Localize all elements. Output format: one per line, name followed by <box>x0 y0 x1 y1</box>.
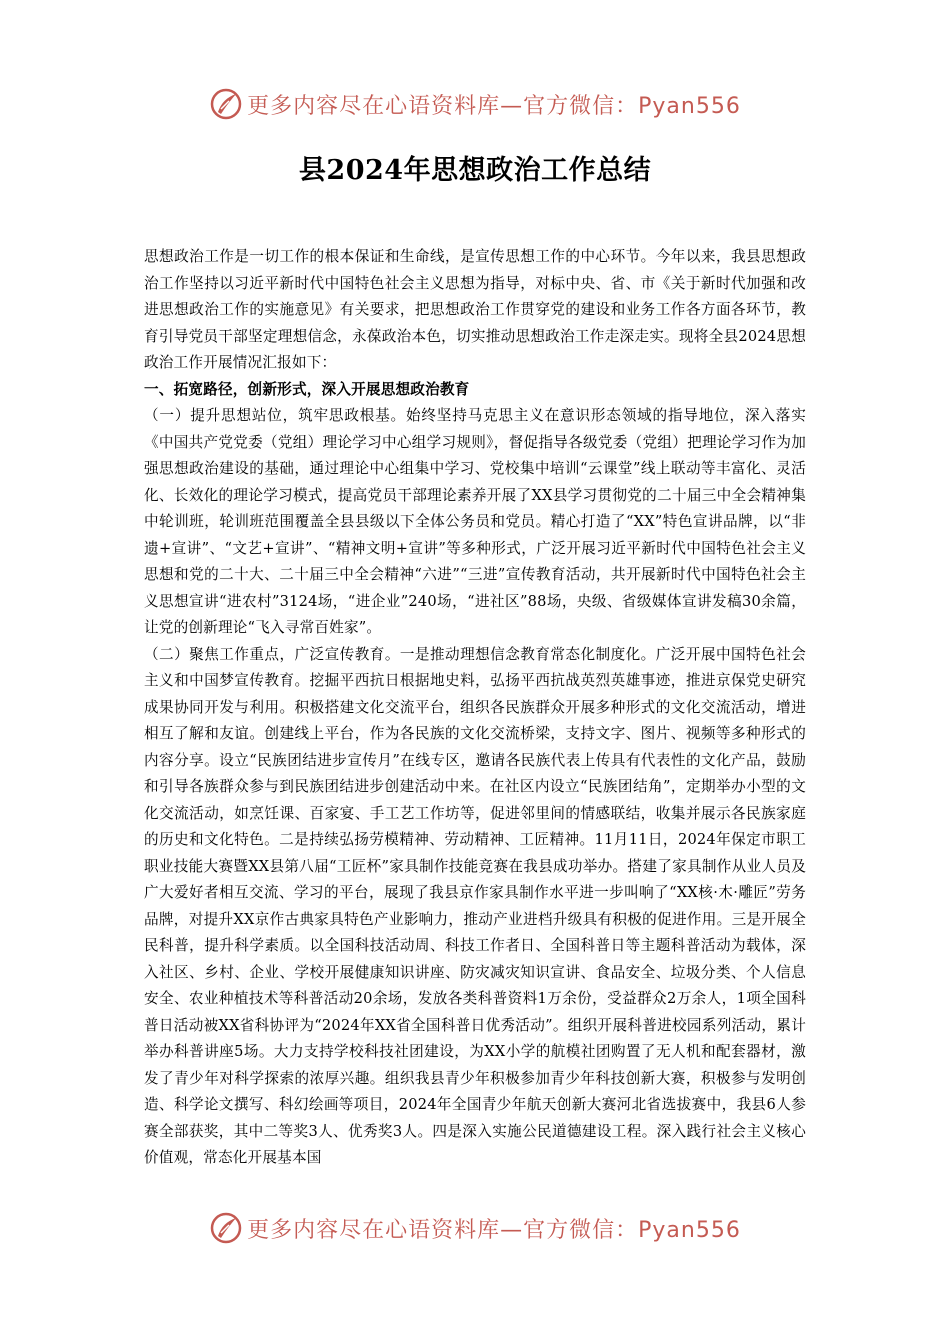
paragraph-2: （二）聚焦工作重点，广泛宣传教育。一是推动理想信念教育常态化制度化。广泛开展中国特色社会主义和中国梦宣传教育。挖掘平西抗日根据地史料，弘扬平西抗战英烈英雄事迹，推进京保党史研究成果协同开发与利用。积极搭建文化交流平台，组织各民族群众开展多种形式的文化交流活动，增进相互了解和友谊。创建线上平台，作为各民族的文化交流桥梁，支持文字、图片、视频等多种形式的内容分享。设立“民族团结进步宣传月”在线专区，邀请各民族代表上传具有代表性的文化产品，鼓励和引导各族群众参与到民族团结进步创建活动中来。在社区内设立“民族团结角”，定期举办小型的文化交流活动，如烹饪课、百家宴、手工艺工作坊等，促进邻里间的情感联结，收集并展示各民族家庭的历史和文化特色。二是持续弘扬劳模精神、劳动精神、工匠精神。11月11日，2024年保定市职工职业技能大赛暨XX县第八届“工匠杯”家具制作技能竞赛在我县成功举办。搭建了家具制作从业人员及广大爱好者相互交流、学习的平台，展现了我县京作家具制作水平进一步叫响了“XX核·木·雕匠”劳务品牌，对提升XX京作古典家具特色产业影响力，推动产业进档升级具有积极的促进作用。三是开展全民科普，提升科学素质。以全国科技活动周、科技工作者日、全国科普日等主题科普活动为载体，深入社区、乡村、企业、学校开展健康知识讲座、防灾减灾知识宣讲、食品安全、垃圾分类、个人信息安全、农业种植技术等科普活动20余场，发放各类科普资料1万余份，受益群众2万余人，1项全国科普日活动被XX省科协评为“2024年XX省全国科普日优秀活动”。组织开展科普进校园系列活动，累计举办科普讲座5场。大力支持学校科技社团建设，为XX小学的航模社团购置了无人机和配套器材，激发了青少年对科学探索的浓厚兴趣。组织我县青少年积极参加青少年科技创新大赛，积极参与发明创造、科学论文撰写、科幻绘画等项目，2024年全国青少年航天创新大赛河北省选拔赛中，我县6人参赛全部获奖，其中二等奖3人、优秀奖3人。四是深入实施公民道德建设工程。深入践行社会主义核心价值观，常态化开展基本国 <box>144 645 806 1166</box>
header-watermark-banner <box>0 82 950 126</box>
watermark-text: 更多内容尽在心语资料库—官方微信：Pyan556 <box>247 93 741 119</box>
section-heading: 一、拓宽路径，创新形式，深入开展思想政治教育 <box>144 380 470 398</box>
document-title: 县2024年思想政治工作总结 <box>298 155 652 186</box>
footer-watermark-banner <box>0 1206 950 1250</box>
paragraph-1: （一）提升思想站位，筑牢思政根基。始终坚持马克思主义在意识形态领域的指导地位，深入落实《中国共产党党委（党组）理论学习中心组学习规则》，督促指导各级党委（党组）把理论学习作为加强思想政治建设的基础，通过理论中心组集中学习、党校集中培训“云课堂”线上联动等丰富化、灵活化、长效化的理论学习模式，提高党员干部理论素养开展了XX县学习贯彻党的二十届三中全会精神集中轮训班，轮训班范围覆盖全县县级以下全体公务员和党员。精心打造了“XX”特色宣讲品牌，以“非遗+宣讲”、“文艺+宣讲”、“精神文明+宣讲”等多种形式，广泛开展习近平新时代中国特色社会主义思想和党的二十大、二十届三中全会精神“六进”“三进”宣传教育活动，共开展新时代中国特色社会主义思想宣讲“进农村”3124场，“进企业”240场，“进社区”88场，央级、省级媒体宣讲发稿30余篇，让党的创新理论“飞入寻常百姓家”。 <box>144 407 806 636</box>
logo-icon <box>209 87 243 121</box>
logo-icon <box>209 1211 243 1245</box>
watermark-text: 更多内容尽在心语资料库—官方微信：Pyan556 <box>247 1217 741 1243</box>
document-body <box>144 244 806 1172</box>
intro-paragraph: 思想政治工作是一切工作的根本保证和生命线，是宣传思想工作的中心环节。今年以来，我县思想政治工作坚持以习近平新时代中国特色社会主义思想为指导，对标中央、省、市《关于新时代加强和改进思想政治工作的实施意见》有关要求，把思想政治工作贯穿党的建设和业务工作各方面各环节，教育引导党员干部坚定理想信念，永葆政治本色，切实推动思想政治工作走深走实。现将全县2024思想政治工作开展情况汇报如下： <box>144 248 806 371</box>
